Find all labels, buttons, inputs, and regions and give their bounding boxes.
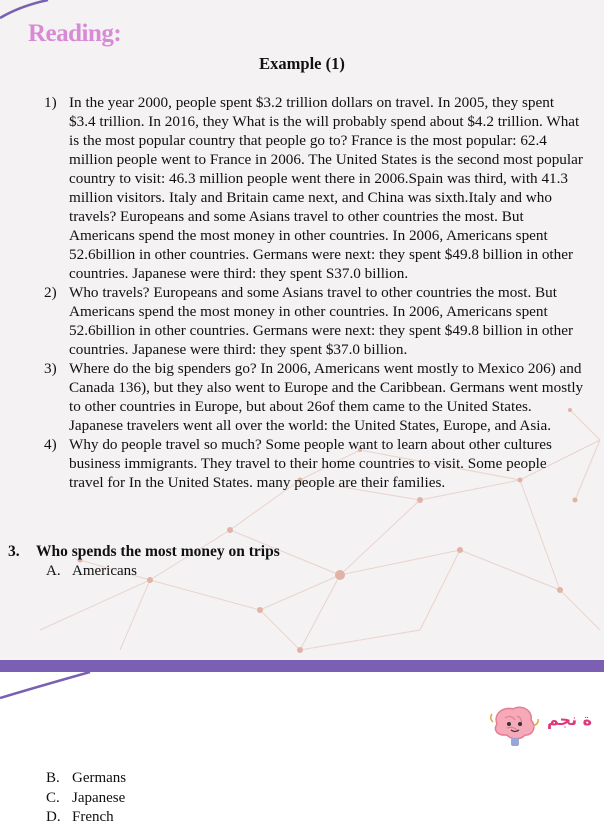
answer-option-b[interactable] xyxy=(46,770,126,787)
paragraph-number: 2) xyxy=(44,284,57,301)
reading-heading: Reading: xyxy=(28,20,122,47)
paragraph-text: Why do people travel so much? Some people want to learn about other cultures business immigrants. They travel to their home countries to visit. Some people travel for In the United States. many people are their families. xyxy=(69,436,552,491)
passage-paragraph xyxy=(44,359,584,435)
paragraph-text: Who travels? Europeans and some Asians travel to other countries the most. But Americans spend the most money in other countries. In 2006, Americans spent 52.6billion in other countries. Germans were next: they spent $49.8 billion in other countries. Japanese were third: they spent $37.0 billion. xyxy=(69,284,574,358)
passage-paragraph xyxy=(44,435,584,492)
paragraph-text: Where do the big spenders go? In 2006, Americans went mostly to Mexico 206) and Canada 136), but they also went to Europe and the Caribbean. Germans went mostly to other countries in Europe, but about 26of them came to the United States. Japanese travelers went all over the world: the United States, Europe, and Asia. xyxy=(69,360,584,434)
question-prompt xyxy=(8,543,280,561)
answer-option-d[interactable] xyxy=(46,809,114,826)
page-divider-band xyxy=(0,660,604,672)
brain-mascot-icon xyxy=(489,702,541,750)
option-letter: C. xyxy=(46,790,60,806)
answer-option-a[interactable] xyxy=(46,563,137,580)
option-text: Germans xyxy=(72,770,127,786)
paragraph-number: 3) xyxy=(44,360,57,377)
worksheet-page-bottom xyxy=(0,672,604,838)
reading-passage xyxy=(44,93,584,492)
option-text: Japanese xyxy=(72,790,126,806)
example-title: Example (1) xyxy=(259,54,345,73)
paragraph-number: 1) xyxy=(44,94,57,111)
option-letter: D. xyxy=(46,809,61,825)
question-text: Who spends the most money on trips xyxy=(36,543,280,560)
option-text: French xyxy=(72,809,114,825)
answer-option-c[interactable] xyxy=(46,790,125,807)
option-text: Americans xyxy=(72,563,137,579)
option-letter: A. xyxy=(46,563,61,579)
paragraph-text: In the year 2000, people spent $3.2 trillion dollars on travel. In 2005, they spent $3.4 trillion. In 2016, they What is the will probably spend about $4.2 trillion. What is the most popular country that people go to? France is the most popular: 62.4 million people went to France in 2006. The United States is the second most popular country to visit: 46.3 million people went there in 2006.Spain was third, with 41.3 million visitors. Italy and Britain came next, and China was sixth.Italy and who travels? Europeans and some Asians travel to other countries the most. But Americans spend the most money in other countries. In 2006, Americans spent 52.6billion in other countries. Germans were next: they spent $49.8 billion in other countries. Japanese were third: they spent S37.0 billion. xyxy=(69,94,583,282)
paragraph-number: 4) xyxy=(44,436,57,453)
passage-paragraph xyxy=(44,93,584,283)
question-number: 3. xyxy=(8,543,20,560)
brand-name: ة نجم xyxy=(547,710,593,729)
brand-logo xyxy=(489,702,604,750)
passage-paragraph xyxy=(44,283,584,359)
option-letter: B. xyxy=(46,770,60,786)
